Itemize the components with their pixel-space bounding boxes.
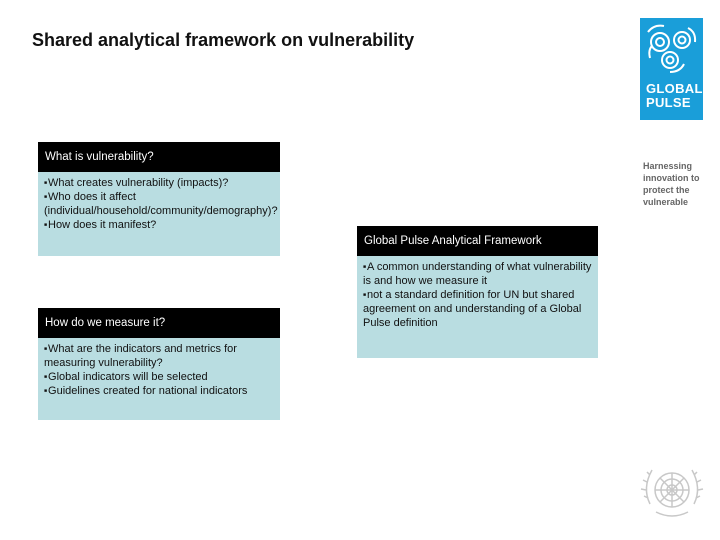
tagline-line: protect the xyxy=(643,185,690,195)
bullet-icon: ■ xyxy=(44,346,48,353)
measure-panel-heading: How do we measure it? xyxy=(38,308,280,338)
tagline-line: Harnessing xyxy=(643,161,693,171)
list-item: ■Global indicators will be selected xyxy=(44,371,208,384)
global-pulse-logo xyxy=(640,18,703,120)
slide-title: Shared analytical framework on vulnerability xyxy=(32,30,415,50)
logo-wordmark xyxy=(646,82,703,110)
framework-panel-heading: Global Pulse Analytical Framework xyxy=(357,226,598,256)
tagline-line: vulnerable xyxy=(643,197,689,207)
tagline xyxy=(643,160,713,208)
bullet-icon: ■ xyxy=(44,222,48,229)
bullet-icon: ■ xyxy=(44,374,48,381)
list-item: ■What creates vulnerability (impacts)? xyxy=(44,177,229,189)
bullet-icon: ■ xyxy=(44,180,48,187)
tagline-line: innovation to xyxy=(643,173,700,183)
list-item: ■not a standard definition for UN but shared agreement on and understanding of a Global Pulse definition xyxy=(363,289,582,330)
bullet-icon: ■ xyxy=(363,264,367,271)
list-item: ■A common understanding of what vulnerability is and how we measure it xyxy=(363,261,592,288)
logo-line-2: PULSE xyxy=(646,95,691,110)
bullet-icon: ■ xyxy=(44,194,48,201)
vulnerability-panel-body xyxy=(38,172,280,256)
list-item: ■What are the indicators and metrics for measuring vulnerability? xyxy=(44,343,237,370)
list-item: ■How does it manifest? xyxy=(44,219,157,232)
list-item: ■Who does it affect (individual/household/community/demography)? xyxy=(44,191,278,218)
bullet-icon: ■ xyxy=(363,292,367,299)
un-emblem-icon xyxy=(636,458,708,524)
framework-panel-body xyxy=(357,256,598,358)
list-item: ■Guidelines created for national indicators xyxy=(44,385,248,398)
logo-line-1: GLOBAL xyxy=(646,81,703,96)
vulnerability-panel-heading: What is vulnerability? xyxy=(38,142,280,172)
bullet-icon: ■ xyxy=(44,388,48,395)
global-pulse-swirl-icon xyxy=(640,18,703,80)
measure-panel-body xyxy=(38,338,280,420)
